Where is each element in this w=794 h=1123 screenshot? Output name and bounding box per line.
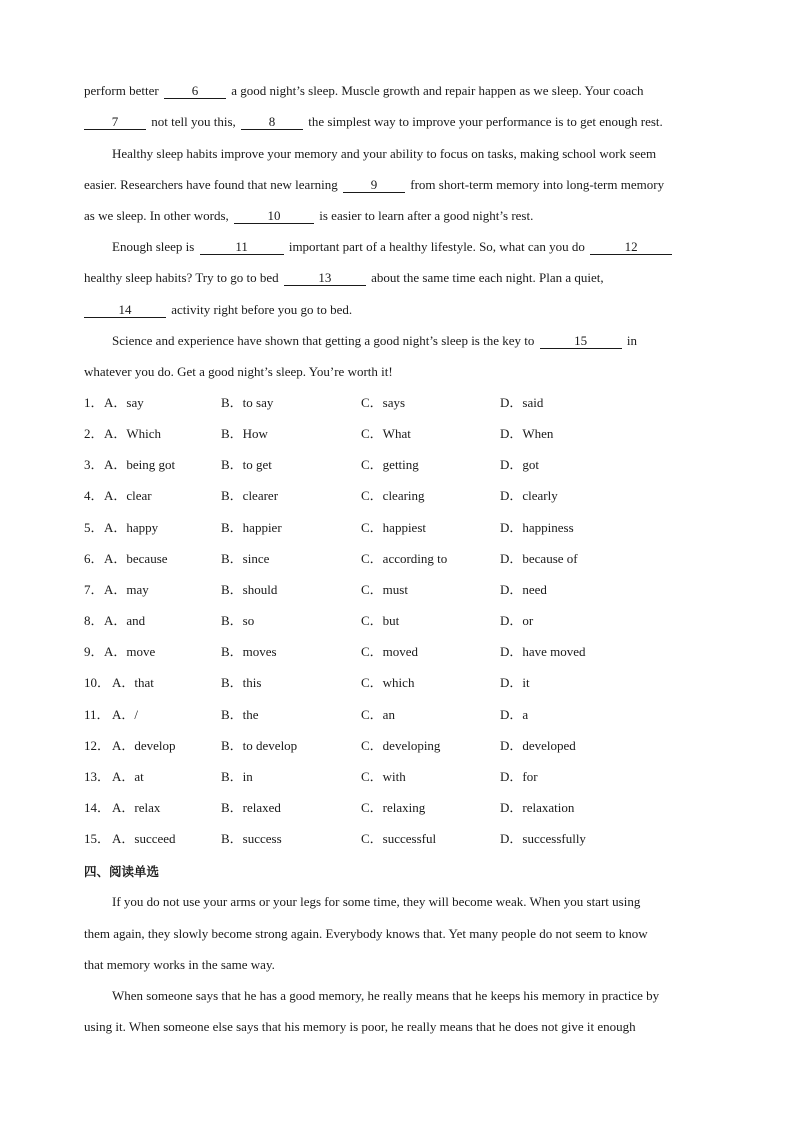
option-b[interactable]: B．should: [221, 582, 278, 597]
question-number: 15．: [84, 831, 111, 846]
option-a[interactable]: A．happy: [104, 520, 159, 535]
question-number: 3．: [84, 457, 104, 472]
option-c[interactable]: C．must: [361, 582, 408, 597]
question-number: 9．: [84, 644, 104, 659]
option-c[interactable]: C．What: [361, 426, 411, 441]
option-a[interactable]: A．develop: [112, 738, 176, 753]
option-c[interactable]: C．but: [361, 613, 400, 628]
option-c[interactable]: C．clearing: [361, 488, 425, 503]
option-d[interactable]: D．successfully: [500, 831, 586, 846]
reading-line: If you do not use your arms or your legs for some time, they will become weak. When you start using: [112, 894, 641, 909]
option-c[interactable]: C．getting: [361, 457, 419, 472]
passage-line: [84, 177, 664, 193]
option-b[interactable]: B．to get: [221, 457, 272, 472]
option-d[interactable]: D．or: [500, 613, 534, 628]
option-b[interactable]: B．to develop: [221, 738, 298, 753]
option-a[interactable]: A．at: [112, 769, 144, 784]
question-number: 4．: [84, 488, 104, 503]
question-number: 5．: [84, 520, 104, 535]
option-d[interactable]: D．because of: [500, 551, 578, 566]
option-c[interactable]: C．developing: [361, 738, 441, 753]
option-b[interactable]: B．clearer: [221, 488, 279, 503]
option-a[interactable]: A．/: [112, 707, 139, 722]
passage-line: [112, 333, 637, 349]
option-a[interactable]: A．move: [104, 644, 156, 659]
passage-line: Healthy sleep habits improve your memory and your ability to focus on tasks, making school work seem: [112, 146, 657, 161]
question-number: 10．: [84, 675, 111, 690]
blank-14[interactable]: 14: [84, 303, 166, 318]
option-a[interactable]: A．may: [104, 582, 149, 597]
option-c[interactable]: C．successful: [361, 831, 437, 846]
passage-line: [84, 270, 604, 286]
option-d[interactable]: D．When: [500, 426, 554, 441]
option-c[interactable]: C．which: [361, 675, 415, 690]
reading-line: using it. When someone else says that his memory is poor, he really means that he does not give it enough: [84, 1019, 636, 1034]
question-number: 7．: [84, 582, 104, 597]
question-number: 13．: [84, 769, 111, 784]
passage-text: Enough sleep is: [112, 239, 195, 254]
blank-13[interactable]: 13: [284, 271, 366, 286]
passage-text: important part of a healthy lifestyle. So, what can you do: [288, 239, 585, 254]
option-c[interactable]: C．happiest: [361, 520, 426, 535]
passage-line: [84, 83, 644, 99]
passage-text: as we sleep. In other words,: [84, 208, 229, 223]
passage-text: not tell you this,: [151, 114, 236, 129]
passage-text: from short-term memory into long-term memory: [410, 177, 665, 192]
option-b[interactable]: B．moves: [221, 644, 277, 659]
option-c[interactable]: C．says: [361, 395, 406, 410]
reading-line: them again, they slowly become strong again. Everybody knows that. Yet many people do not seem to know: [84, 926, 648, 941]
question-number: 1．: [84, 395, 104, 410]
option-d[interactable]: D．said: [500, 395, 544, 410]
passage-text: perform better: [84, 83, 159, 98]
option-b[interactable]: B．relaxed: [221, 800, 281, 815]
blank-8[interactable]: 8: [241, 115, 303, 130]
option-b[interactable]: B．so: [221, 613, 255, 628]
option-c[interactable]: C．moved: [361, 644, 419, 659]
passage-text: Science and experience have shown that getting a good night’s sleep is the key to: [112, 333, 535, 348]
blank-6[interactable]: 6: [164, 84, 226, 99]
option-a[interactable]: A．clear: [104, 488, 152, 503]
option-d[interactable]: D．it: [500, 675, 530, 690]
option-d[interactable]: D．for: [500, 769, 538, 784]
passage-line: whatever you do. Get a good night’s sleep. You’re worth it!: [84, 364, 393, 379]
option-b[interactable]: B．in: [221, 769, 253, 784]
option-a[interactable]: A．relax: [112, 800, 161, 815]
blank-11[interactable]: 11: [200, 240, 284, 255]
section-heading: 四、阅读单选: [84, 864, 160, 879]
option-a[interactable]: A．Which: [104, 426, 162, 441]
passage-text: the simplest way to improve your performance is to get enough rest.: [308, 114, 663, 129]
option-d[interactable]: D．have moved: [500, 644, 586, 659]
passage-line: [84, 114, 663, 130]
blank-9[interactable]: 9: [343, 178, 405, 193]
option-a[interactable]: A．say: [104, 395, 144, 410]
option-c[interactable]: C．relaxing: [361, 800, 426, 815]
option-b[interactable]: B．this: [221, 675, 262, 690]
option-b[interactable]: B．success: [221, 831, 282, 846]
passage-line: [84, 302, 352, 318]
passage-text: a good night’s sleep. Muscle growth and repair happen as we sleep. Your coach: [231, 83, 644, 98]
option-b[interactable]: B．How: [221, 426, 268, 441]
passage-line: [112, 239, 674, 255]
question-number: 2．: [84, 426, 104, 441]
option-d[interactable]: D．relaxation: [500, 800, 575, 815]
option-a[interactable]: A．being got: [104, 457, 176, 472]
option-b[interactable]: B．to say: [221, 395, 274, 410]
option-a[interactable]: A．because: [104, 551, 168, 566]
option-d[interactable]: D．developed: [500, 738, 576, 753]
question-number: 12．: [84, 738, 111, 753]
blank-7[interactable]: 7: [84, 115, 146, 130]
passage-text: about the same time each night. Plan a quiet,: [371, 270, 604, 285]
passage-text: is easier to learn after a good night’s rest.: [319, 208, 534, 223]
blank-10[interactable]: 10: [234, 209, 314, 224]
option-b[interactable]: B．the: [221, 707, 259, 722]
option-d[interactable]: D．happiness: [500, 520, 574, 535]
passage-text: activity right before you go to bed.: [171, 302, 353, 317]
option-b[interactable]: B．happier: [221, 520, 282, 535]
option-c[interactable]: C．with: [361, 769, 406, 784]
option-d[interactable]: D．got: [500, 457, 540, 472]
question-number: 14．: [84, 800, 111, 815]
passage-line: [84, 208, 533, 224]
blank-15[interactable]: 15: [540, 334, 622, 349]
blank-12[interactable]: 12: [590, 240, 672, 255]
option-c[interactable]: C．according to: [361, 551, 448, 566]
question-number: 11．: [84, 707, 110, 722]
option-d[interactable]: D．a: [500, 707, 529, 722]
option-a[interactable]: A．succeed: [112, 831, 176, 846]
option-b[interactable]: B．since: [221, 551, 270, 566]
reading-line: When someone says that he has a good memory, he really means that he keeps his memory in practice by: [112, 988, 660, 1003]
reading-line: that memory works in the same way.: [84, 957, 275, 972]
question-number: 8．: [84, 613, 104, 628]
passage-text: easier. Researchers have found that new learning: [84, 177, 338, 192]
option-d[interactable]: D．need: [500, 582, 547, 597]
question-number: 6．: [84, 551, 104, 566]
passage-text: in: [626, 333, 638, 348]
option-a[interactable]: A．that: [112, 675, 154, 690]
option-d[interactable]: D．clearly: [500, 488, 558, 503]
option-a[interactable]: A．and: [104, 613, 146, 628]
passage-text: healthy sleep habits? Try to go to bed: [84, 270, 279, 285]
option-c[interactable]: C．an: [361, 707, 395, 722]
